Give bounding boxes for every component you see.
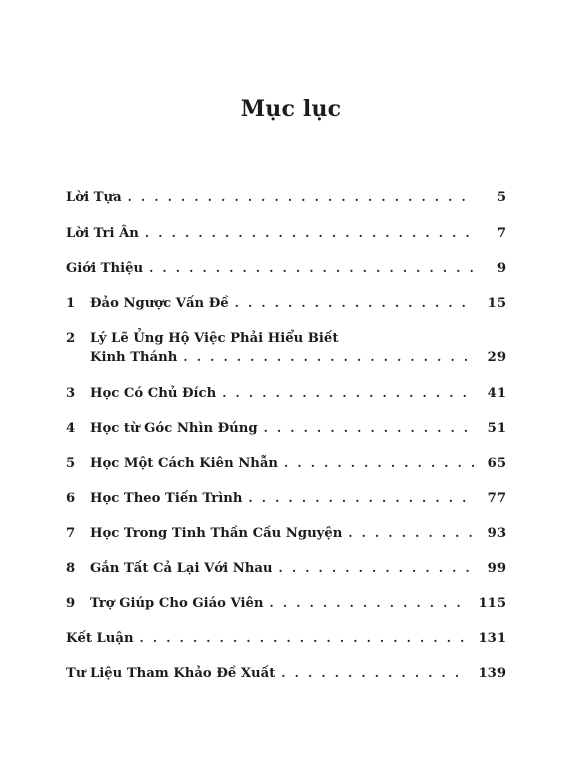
dot-leader [183,348,474,367]
toc-entry-page: 99 [487,561,506,576]
chapter-number: 6 [66,491,76,506]
toc-entry-chapter-1[interactable] [66,294,506,313]
toc-entry-title: Giới Thiệu [66,261,144,276]
toc-entry-title: Lời Tựa [66,190,122,205]
toc-entry-page: 115 [478,596,506,611]
dot-leader [235,294,474,313]
dot-leader [348,524,474,543]
dot-leader [264,419,474,438]
toc-entry-page: 93 [487,526,506,541]
toc-entry-page: 77 [487,491,506,506]
toc-entry-page: 15 [487,296,506,311]
toc-entry-page: 7 [496,226,506,241]
page-title: Mục lục [240,96,342,122]
toc-entry-title: Học Một Cách Kiên Nhẫn [90,456,279,471]
chapter-number: 2 [66,331,76,346]
dot-leader [281,664,468,683]
toc-entry-title: Lý Lẽ Ủng Hộ Việc Phải Hiểu Biết [90,331,339,346]
toc-entry-title: Học từ Góc Nhìn Đúng [90,421,258,436]
toc-entry-chapter-4[interactable] [66,419,506,438]
dot-leader [128,188,474,207]
dot-leader [222,384,474,403]
toc-entry-page: 29 [487,350,506,365]
toc-entry-tu-lieu[interactable] [66,664,506,683]
chapter-number: 5 [66,456,76,471]
toc-entry-chapter-9[interactable] [66,594,506,613]
toc-entry-chapter-7[interactable] [66,524,506,543]
toc-entry-chapter-6[interactable] [66,489,506,508]
dot-leader [145,224,474,243]
toc-entry-title-continued: Kinh Thánh [90,350,178,365]
toc-entry-gioi-thieu[interactable] [66,259,506,278]
toc-entry-page: 9 [496,261,506,276]
toc-entry-title: Gắn Tất Cả Lại Với Nhau [90,561,273,576]
chapter-number: 3 [66,386,76,401]
toc-entry-page: 139 [478,666,506,681]
toc-entry-title: Học Có Chủ Đích [90,386,217,401]
toc-entry-chapter-8[interactable] [66,559,506,578]
dot-leader [284,454,474,473]
toc-entry-chapter-2[interactable] [66,329,506,367]
toc-entry-loi-tua[interactable] [66,188,506,207]
toc-entry-loi-tri-an[interactable] [66,224,506,243]
toc-entry-page: 131 [478,631,506,646]
toc-entry-chapter-3[interactable] [66,384,506,403]
toc-entry-chapter-5[interactable] [66,454,506,473]
toc-entry-title: Tư Liệu Tham Khảo Đề Xuất [66,666,276,681]
dot-leader [248,489,474,508]
toc-entry-page: 65 [487,456,506,471]
dot-leader [278,559,474,578]
chapter-number: 4 [66,421,76,436]
toc-entry-title: Kết Luận [66,631,134,646]
chapter-number: 9 [66,596,76,611]
dot-leader [270,594,469,613]
toc-entry-title: Trợ Giúp Cho Giáo Viên [90,596,264,611]
chapter-number: 8 [66,561,76,576]
dot-leader [140,629,469,648]
toc-entry-page: 51 [487,421,506,436]
toc-entry-page: 41 [487,386,506,401]
toc-entry-title: Học Theo Tiến Trình [90,491,243,506]
toc-entry-page: 5 [496,190,506,205]
chapter-number: 7 [66,526,76,541]
dot-leader [149,259,474,278]
chapter-number: 1 [66,296,76,311]
toc-entry-title: Học Trong Tinh Thần Cầu Nguyện [90,526,343,541]
toc-entry-title: Lời Tri Ân [66,226,139,241]
toc-entry-title: Đảo Ngược Vấn Đề [90,296,229,311]
toc-entry-ket-luan[interactable] [66,629,506,648]
